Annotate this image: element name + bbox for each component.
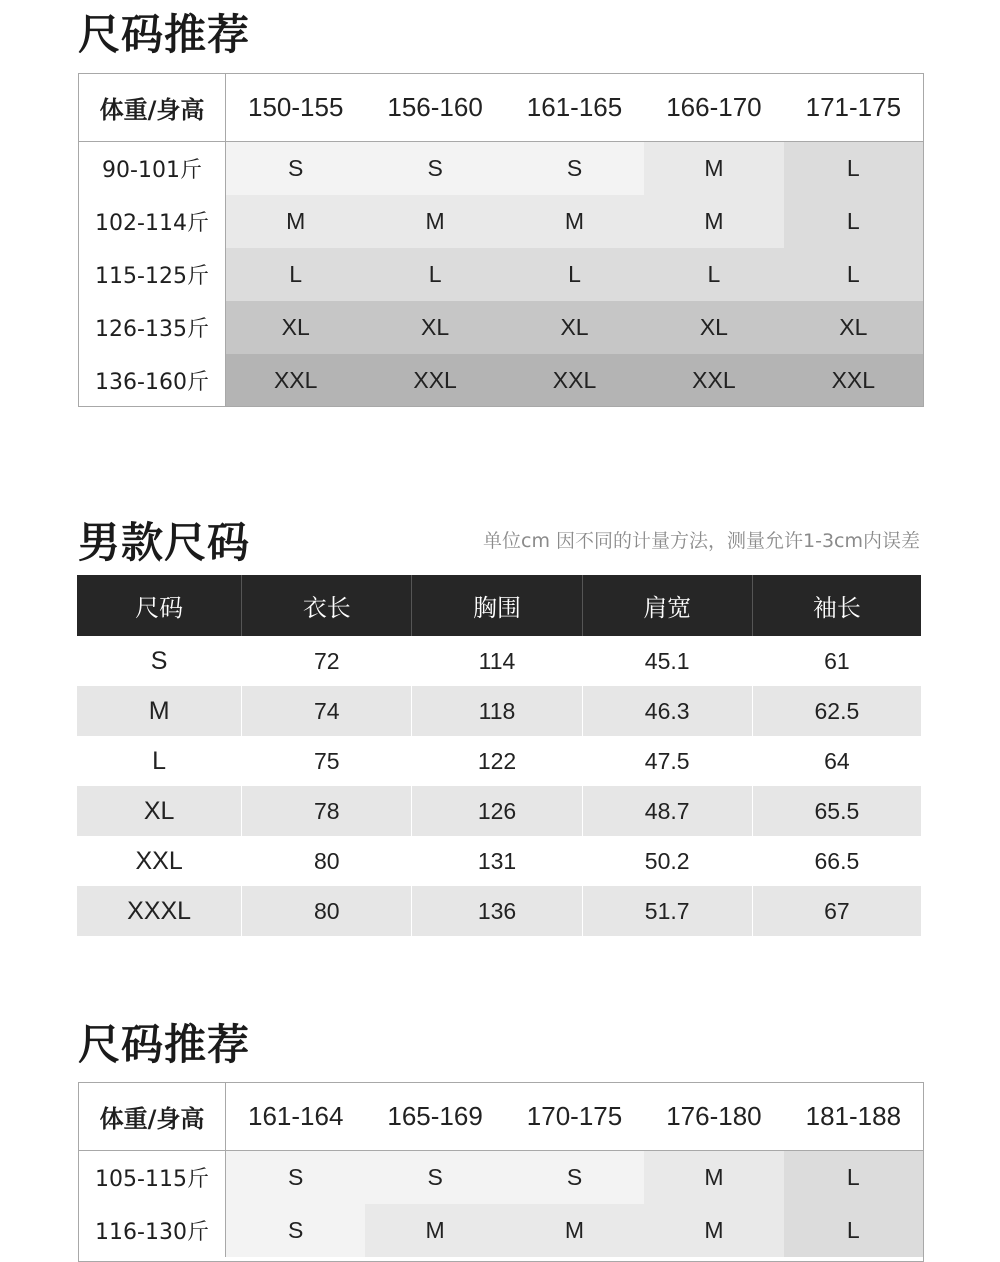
size-cell: S (505, 1151, 644, 1204)
size-cell: M (644, 1204, 783, 1257)
weight-label: 102-114斤 (79, 195, 226, 248)
table-row (77, 836, 921, 886)
length-value: 80 (242, 836, 412, 886)
height-col: 156-160 (387, 92, 483, 122)
table-row (77, 636, 921, 686)
weight-label: 90-101斤 (79, 142, 226, 195)
size-cell: M (365, 195, 504, 248)
table-row (77, 886, 921, 936)
size-cell: S (226, 1151, 365, 1204)
size-cell: L (784, 1151, 923, 1204)
weight-label: 105-115斤 (79, 1151, 226, 1204)
chest-value: 118 (412, 686, 582, 736)
recommend-row (79, 1204, 923, 1257)
chest-value: 126 (412, 786, 582, 836)
size-cell: XXL (226, 354, 365, 407)
weight-height-corner: 体重/身高 (79, 74, 226, 141)
col-header-sleeve: 袖长 (812, 594, 861, 622)
col-header-chest: 胸围 (412, 575, 582, 636)
size-cell: XL (365, 301, 504, 354)
recommend-header-row (79, 1083, 923, 1151)
length-value: 72 (242, 636, 412, 686)
table-row (77, 686, 921, 736)
height-col: 176-180 (666, 1101, 762, 1131)
recommend-table-2 (78, 1082, 924, 1262)
recommend-row (79, 142, 923, 195)
chest-value: 131 (412, 836, 582, 886)
sleeve-value: 65.5 (814, 797, 860, 824)
height-col: 166-170 (666, 92, 762, 122)
weight-label: 116-130斤 (79, 1204, 226, 1257)
chest-value: 114 (412, 636, 582, 686)
length-value: 80 (242, 886, 412, 936)
weight-label: 115-125斤 (79, 248, 226, 301)
size-cell: XXL (644, 354, 783, 407)
weight-label: 126-135斤 (79, 301, 226, 354)
shoulder-value: 51.7 (583, 886, 753, 936)
size-cell: L (505, 248, 644, 301)
size-cell: S (505, 142, 644, 195)
size-cell: M (365, 1204, 504, 1257)
recommend-title-2: 尺码推荐 (78, 1020, 251, 1069)
size-cell: S (226, 142, 365, 195)
height-col: 170-175 (526, 1101, 623, 1131)
shoulder-value: 45.1 (583, 636, 753, 686)
length-value: 78 (242, 786, 412, 836)
shoulder-value: 47.5 (583, 736, 753, 786)
size-cell: XXL (365, 354, 504, 407)
col-header-shoulder: 肩宽 (583, 575, 753, 636)
size-cell: M (505, 1204, 644, 1257)
size-value: M (77, 686, 242, 736)
size-cell: L (644, 248, 783, 301)
weight-height-corner: 体重/身高 (79, 1083, 226, 1150)
recommend-header-row (79, 74, 923, 142)
size-value: XXXL (77, 886, 242, 936)
sleeve-value: 64 (824, 747, 850, 774)
recommend-title-1: 尺码推荐 (78, 10, 251, 59)
sleeve-value: 67 (824, 897, 850, 924)
recommend-row (79, 195, 923, 248)
height-col: 171-175 (805, 92, 902, 122)
shoulder-value: 46.3 (583, 686, 753, 736)
size-cell: XL (505, 301, 644, 354)
shoulder-value: 50.2 (583, 836, 753, 886)
table-row (77, 736, 921, 786)
size-cell: M (644, 195, 783, 248)
size-cell: L (365, 248, 504, 301)
size-value: S (77, 636, 242, 686)
men-size-title: 男款尺码 (78, 518, 251, 567)
length-value: 74 (242, 686, 412, 736)
col-header-size: 尺码 (77, 575, 242, 636)
chest-value: 136 (412, 886, 582, 936)
height-col: 165-169 (387, 1101, 483, 1131)
size-cell: M (644, 142, 783, 195)
size-cell: M (505, 195, 644, 248)
size-cell: L (784, 195, 923, 248)
recommend-table-1 (78, 73, 924, 407)
shoulder-value: 48.7 (583, 786, 753, 836)
size-cell: L (784, 248, 923, 301)
measurement-note: 单位cm 因不同的计量方法，测量允许1-3cm内误差 (483, 530, 920, 552)
size-cell: XXL (784, 354, 923, 407)
size-cell: S (226, 1204, 365, 1257)
size-cell: XXL (505, 354, 644, 407)
height-col: 161-164 (247, 1101, 344, 1131)
size-cell: S (365, 142, 504, 195)
size-cell: M (226, 195, 365, 248)
height-col: 161-165 (526, 92, 623, 122)
recommend-row (79, 248, 923, 301)
height-col: 181-188 (805, 1101, 902, 1131)
weight-label: 136-160斤 (79, 354, 226, 407)
men-header-row (77, 575, 921, 636)
size-value: XL (77, 786, 242, 836)
sleeve-value: 61 (824, 647, 850, 674)
size-value: L (77, 736, 242, 786)
chest-value: 122 (412, 736, 582, 786)
recommend-row (79, 1151, 923, 1204)
size-cell: L (226, 248, 365, 301)
men-size-table (77, 575, 921, 936)
length-value: 75 (242, 736, 412, 786)
height-col: 150-155 (247, 92, 344, 122)
size-cell: XL (784, 301, 923, 354)
size-value: XXL (77, 836, 242, 886)
sleeve-value: 66.5 (814, 847, 860, 874)
size-cell: M (644, 1151, 783, 1204)
table-row (77, 786, 921, 836)
size-cell: S (365, 1151, 504, 1204)
recommend-row (79, 354, 923, 407)
size-cell: XL (644, 301, 783, 354)
col-header-length: 衣长 (242, 575, 412, 636)
sleeve-value: 62.5 (814, 697, 860, 724)
size-cell: L (784, 142, 923, 195)
recommend-row (79, 301, 923, 354)
size-cell: L (784, 1204, 923, 1257)
size-cell: XL (226, 301, 365, 354)
